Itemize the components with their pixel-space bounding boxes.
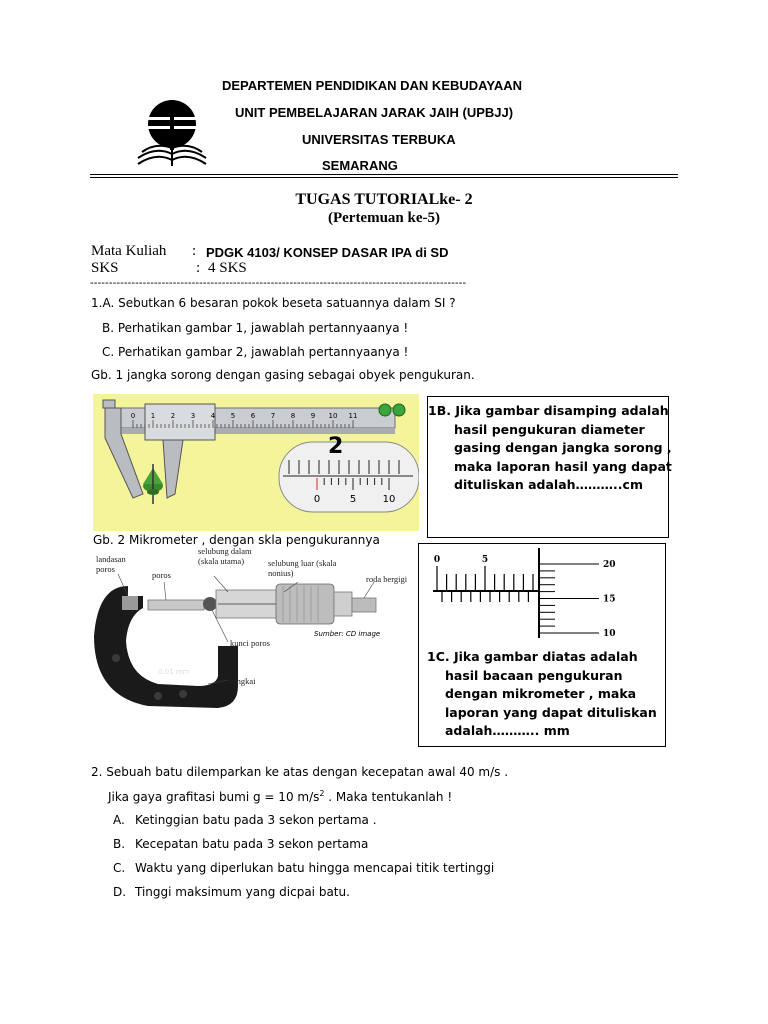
gravity-prefix: Jika gaya grafitasi bumi g = 10 m/s — [108, 790, 320, 804]
question-1a: 1.A. Sebutkan 6 besaran pokok beseta satuannya dalam SI ? — [91, 296, 456, 310]
question-2-gravity — [108, 789, 452, 804]
course-value: PDGK 4103/ KONSEP DASAR IPA di SD — [206, 245, 449, 260]
main-scale-label: 2 — [170, 412, 176, 420]
figure-2-caption: Gb. 2 Mikrometer , dengan skla pengukurannya — [93, 533, 380, 547]
main-scale-label: 7 — [270, 412, 276, 420]
header-line-4: SEMARANG — [322, 158, 398, 173]
sks-label: SKS — [91, 260, 119, 276]
main-scale-label: 4 — [210, 412, 216, 420]
main-scale-label: 6 — [250, 412, 256, 420]
university-logo — [132, 98, 212, 170]
label-bingkai: bingkai — [230, 676, 256, 686]
header-line-3: UNIVERSITAS TERBUKA — [302, 132, 456, 147]
item-letter: D. — [113, 885, 127, 899]
item-text: Waktu yang diperlukan batu hingga mencapai titik tertinggi — [135, 861, 495, 875]
sks-sep: : — [196, 260, 201, 276]
header-line-2: UNIT PEMBELAJARAN JARAK JAIH (UPBJJ) — [235, 105, 514, 120]
question-2-intro: 2. Sebuah batu dilemparkan ke atas dengan kecepatan awal 40 m/s . — [91, 765, 509, 779]
main-scale-label: 11 — [348, 412, 358, 420]
item-letter: C. — [113, 861, 126, 875]
main-scale-label: 1 — [150, 412, 156, 420]
dashed-divider: ---------------------------------------------------------------------------------------------------- — [90, 277, 467, 289]
zoom-digit: 2 — [328, 434, 344, 459]
label-selubung-dalam: selubung dalam (skala utama) — [198, 546, 252, 566]
course-label: Mata Kuliah — [91, 243, 167, 259]
sks-value: 4 SKS — [208, 260, 247, 276]
thimble-label: 10 — [603, 629, 616, 639]
page-subtitle: (Pertemuan ke-5) — [327, 210, 441, 226]
item-letter: B. — [113, 837, 126, 851]
zoom-vernier-label: 5 — [349, 494, 357, 505]
label-roda-bergigi: roda bergigi — [366, 574, 408, 584]
course-sep: : — [192, 243, 197, 259]
box-1b-text: 1B. Jika gambar disamping adalah hasil pengukuran diameter gasing dengan jangka sorong , maka laporan hasil yang dapat dituliskan adalah………..cm — [428, 403, 672, 492]
main-scale-label: 8 — [290, 412, 296, 420]
header-rule-bottom — [90, 177, 678, 178]
header-line-1: DEPARTEMEN PENDIDIKAN DAN KEBUDAYAAN — [222, 78, 522, 93]
page-title: TUGAS TUTORIALke- 2 — [295, 191, 473, 208]
thimble-label: 20 — [603, 560, 616, 570]
list-item — [113, 885, 494, 909]
answer-box-1c — [418, 543, 666, 747]
list-item — [113, 837, 494, 861]
item-text: Kecepatan batu pada 3 sekon pertama — [135, 837, 369, 851]
label-selubung-luar: selubung luar (skala nonius) — [268, 558, 337, 578]
main-scale-label: 3 — [190, 412, 196, 420]
list-item — [113, 813, 494, 837]
item-text: Tinggi maksimum yang dicpai batu. — [135, 885, 350, 899]
header-rule-top — [90, 174, 678, 175]
source-credit: Sumber: CD image — [314, 630, 381, 638]
question-1c: C. Perhatikan gambar 2, jawablah pertannyaanya ! — [102, 345, 409, 359]
item-text: Ketinggian batu pada 3 sekon pertama . — [135, 813, 377, 827]
list-item — [113, 861, 494, 885]
zoom-vernier-label: 10 — [382, 494, 396, 505]
answer-box-1b — [427, 396, 672, 538]
gravity-suffix: . Maka tentukanlah ! — [324, 790, 453, 804]
box-1c-text: 1C. Jika gambar diatas adalah hasil bacaan pengukuran dengan mikrometer , maka laporan yang dapat dituliskan adalah……….. mm — [427, 649, 657, 738]
label-poros: poros — [152, 570, 171, 580]
item-letter: A. — [113, 813, 125, 827]
main-scale-label: 5 — [230, 412, 236, 420]
zoom-vernier-label: 0 — [313, 494, 321, 505]
thimble-label: 15 — [603, 594, 616, 605]
label-kunci-poros: kunci poros — [230, 638, 270, 648]
figure-1-caption: Gb. 1 jangka sorong dengan gasing sebagai obyek pengukuran. — [91, 368, 475, 382]
figure-2-micrometer — [88, 546, 416, 736]
label-landasan-poros: landasan poros — [96, 554, 126, 574]
frame-stamp: 0.01 mm — [158, 668, 190, 676]
main-scale-label: 10 — [328, 412, 338, 420]
question-2-list — [113, 813, 494, 909]
sleeve-label: 0 — [433, 555, 441, 565]
main-scale-label: 0 — [130, 412, 136, 420]
sleeve-label: 5 — [481, 555, 489, 565]
gravity-exponent: 2 — [319, 789, 325, 798]
question-1b: B. Perhatikan gambar 1, jawablah pertannyaanya ! — [102, 321, 409, 335]
main-scale-label: 9 — [310, 412, 316, 420]
figure-1-caliper — [93, 394, 419, 531]
